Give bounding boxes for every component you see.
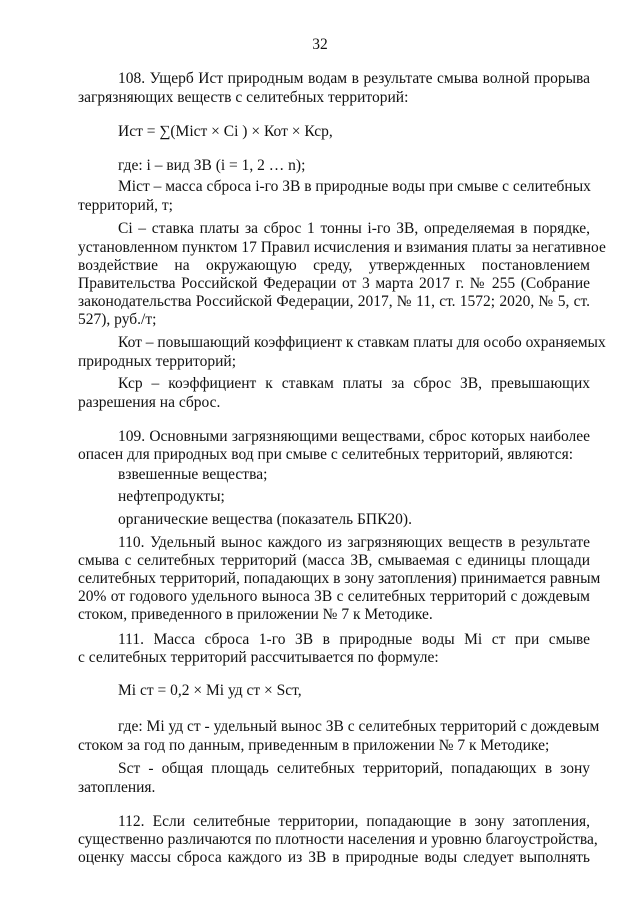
definition-ci-line-2: установленном пунктом 17 Правил исчисления и взимания платы за негативное xyxy=(78,239,606,256)
paragraph-110-line-2: смыва с селитебных территорий (масса ЗВ, смываемая с единицы площади xyxy=(78,552,590,569)
page-number: 32 xyxy=(312,36,328,53)
paragraph-110-line-3: селитебных территорий, попадающих в зону затопления) принимается равным xyxy=(78,570,601,587)
paragraph-110-line-1: 110. Удельный вынос каждого из загрязняющих веществ в результате xyxy=(118,534,590,551)
definition-ci-line-4: Правительства Российской Федерации от 3 марта 2017 г. № 255 (Собрание xyxy=(78,275,590,292)
definition-mist-line-1: Miст – масса сброса i-го ЗВ в природные воды при смыве с селитебных xyxy=(118,178,591,195)
paragraph-111-line-1: 111. Масса сброса 1-го ЗВ в природные воды Mi ст при смыве xyxy=(118,631,590,648)
paragraph-108-line-2: загрязняющих веществ с селитебных территорий: xyxy=(78,89,409,106)
definition-mist-line-2: территорий, т; xyxy=(78,197,173,214)
definition-ci-line-5: законодательства Российской Федерации, 2017, № 11, ст. 1572; 2020, № 5, ст. xyxy=(78,293,590,310)
definition-ci-line-1: Ci – ставка платы за сброс 1 тонны i-го ЗВ, определяемая в порядке, xyxy=(118,220,590,237)
paragraph-110-line-5: стоком, приведенного в приложении № 7 к Методике. xyxy=(78,606,433,623)
paragraph-112-line-1: 112. Если селитебные территории, попадающие в зону затопления, xyxy=(118,813,590,830)
definition-sst-line-1: Sст - общая площадь селитебных территорий, попадающих в зону xyxy=(118,760,590,777)
paragraph-112-line-2: существенно различаются по плотности населения и уровню благоустройства, xyxy=(78,831,598,848)
definition-ci-line-6: 527), руб./т; xyxy=(78,311,157,328)
definition-mi-ud-line-2: стоком за год по данным, приведенным в приложении № 7 к Методике; xyxy=(78,737,550,754)
definition-mi-ud-line-1: где: Mi уд ст - удельный вынос ЗВ с селитебных территорий с дождевым xyxy=(118,718,600,735)
definition-ksr-line-1: Кср – коэффициент к ставкам платы за сброс ЗВ, превышающих xyxy=(118,375,590,392)
list-item-organic-matter: органические вещества (показатель БПК20). xyxy=(118,511,412,528)
list-item-oil-products: нефтепродукты; xyxy=(118,488,225,505)
definition-sst-line-2: затопления. xyxy=(78,779,156,796)
list-item-suspended-solids: взвешенные вещества; xyxy=(118,466,268,483)
definition-kot-line-2: природных территорий; xyxy=(78,353,237,370)
definition-i: где: i – вид ЗВ (i = 1, 2 … n); xyxy=(118,157,306,174)
definition-kot-line-1: Кот – повышающий коэффициент к ставкам платы для особо охраняемых xyxy=(118,334,606,351)
definition-ci-line-3: воздействие на окружающую среду, утвержденных постановлением xyxy=(78,257,590,274)
paragraph-109-line-2: опасен для природных вод при смыве с селитебных территорий, являются: xyxy=(78,446,574,463)
definition-ksr-line-2: разрешения на сброс. xyxy=(78,394,221,411)
paragraph-112-line-3: оценку массы сброса каждого из ЗВ в природные воды следует выполнять xyxy=(78,849,590,866)
paragraph-109-line-1: 109. Основными загрязняющими веществами, сброс которых наиболее xyxy=(118,428,590,445)
paragraph-108-line-1: 108. Ущерб Ист природным водам в результате смыва волной прорыва xyxy=(118,70,590,87)
formula-mass: Mi ст = 0,2 × Mi уд ст × Sст, xyxy=(118,682,302,699)
formula-damage: Ист = ∑(Miст × Ci ) × Кот × Кср, xyxy=(118,123,333,140)
paragraph-110-line-4: 20% от годового удельного выноса ЗВ с селитебных территорий с дождевым xyxy=(78,588,590,605)
paragraph-111-line-2: с селитебных территорий рассчитывается по формуле: xyxy=(78,649,439,666)
